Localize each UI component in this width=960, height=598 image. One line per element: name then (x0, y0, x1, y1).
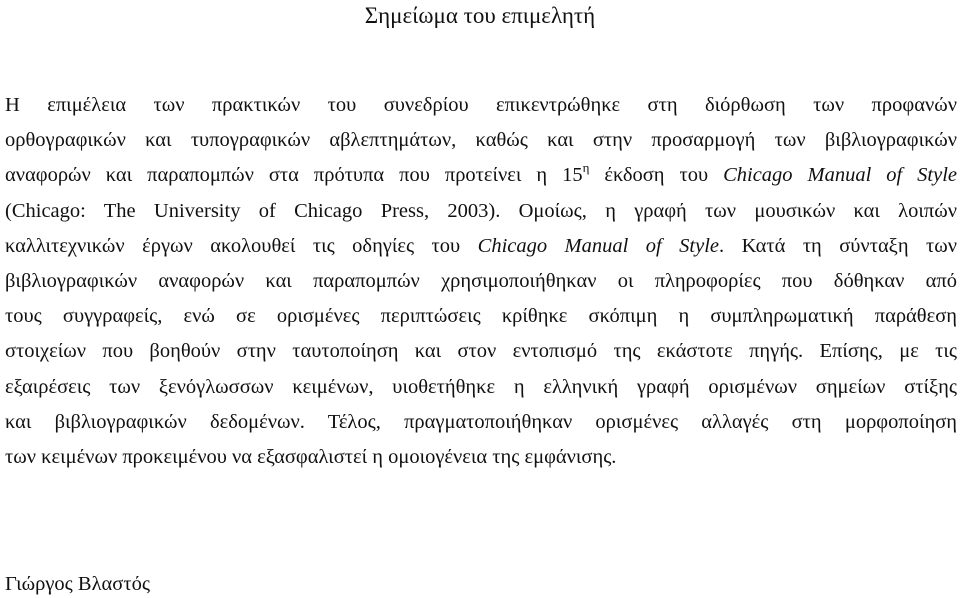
text-segment: έκδοση του (589, 164, 724, 187)
paragraph-line: και βιβλιογραφικών δεδομένων. Τέλος, πραγματοποιήθηκαν ορισμένες αλλαγές στη μορφοποίηση (5, 410, 957, 433)
text-segment: αναφορών και παραπομπών στα πρότυπα που προτείνει η 15 (5, 164, 583, 187)
paragraph-line: εξαιρέσεις των ξενόγλωσσων κειμένων, υιοθετήθηκε η ελληνική γραφή ορισμένων σημείων στίξης (5, 375, 957, 398)
author-signature: Γιώργος Βλαστός (5, 573, 150, 595)
paragraph-line: ορθογραφικών και τυπογραφικών αβλεπτημάτων, καθώς και στην προσαρμογή των βιβλιογραφικών (5, 129, 957, 152)
editor-note-paragraph (5, 88, 957, 475)
book-title-italic: Chicago Manual of Style (477, 234, 720, 257)
paragraph-line: (Chicago: The University of Chicago Press, 2003). Ομοίως, η γραφή των μουσικών και λοιπών (5, 199, 957, 222)
paragraph-line: στοιχείων που βοηθούν στην ταυτοποίηση και στον εντοπισμό της εκάστοτε πηγής. Επίσης, με τις (5, 340, 957, 363)
paragraph-line: τους συγγραφείς, ενώ σε ορισμένες περιπτώσεις κρίθηκε σκόπιμη η συμπληρωματική παράθεση (5, 305, 957, 328)
paragraph-line: των κειμένων προκειμένου να εξασφαλιστεί η ομοιογένεια της εμφάνισης. (5, 445, 617, 468)
page-title: Σημείωμα του επιμελητή (364, 3, 596, 28)
paragraph-line: Η επιμέλεια των πρακτικών του συνεδρίου επικεντρώθηκε στη διόρθωση των προφανών (5, 94, 957, 116)
ordinal-superscript: η (582, 160, 590, 176)
paragraph-line (5, 158, 957, 193)
paragraph-line (5, 229, 957, 264)
text-segment: . Κατά τη σύνταξη των (719, 234, 957, 257)
text-segment: καλλιτεχνικών έργων ακολουθεί τις οδηγίες του (5, 234, 478, 257)
paragraph-line: βιβλιογραφικών αναφορών και παραπομπών χρησιμοποιήθηκαν οι πληροφορίες που δόθηκαν από (5, 269, 957, 292)
book-title-italic: Chicago Manual of Style (723, 164, 958, 187)
